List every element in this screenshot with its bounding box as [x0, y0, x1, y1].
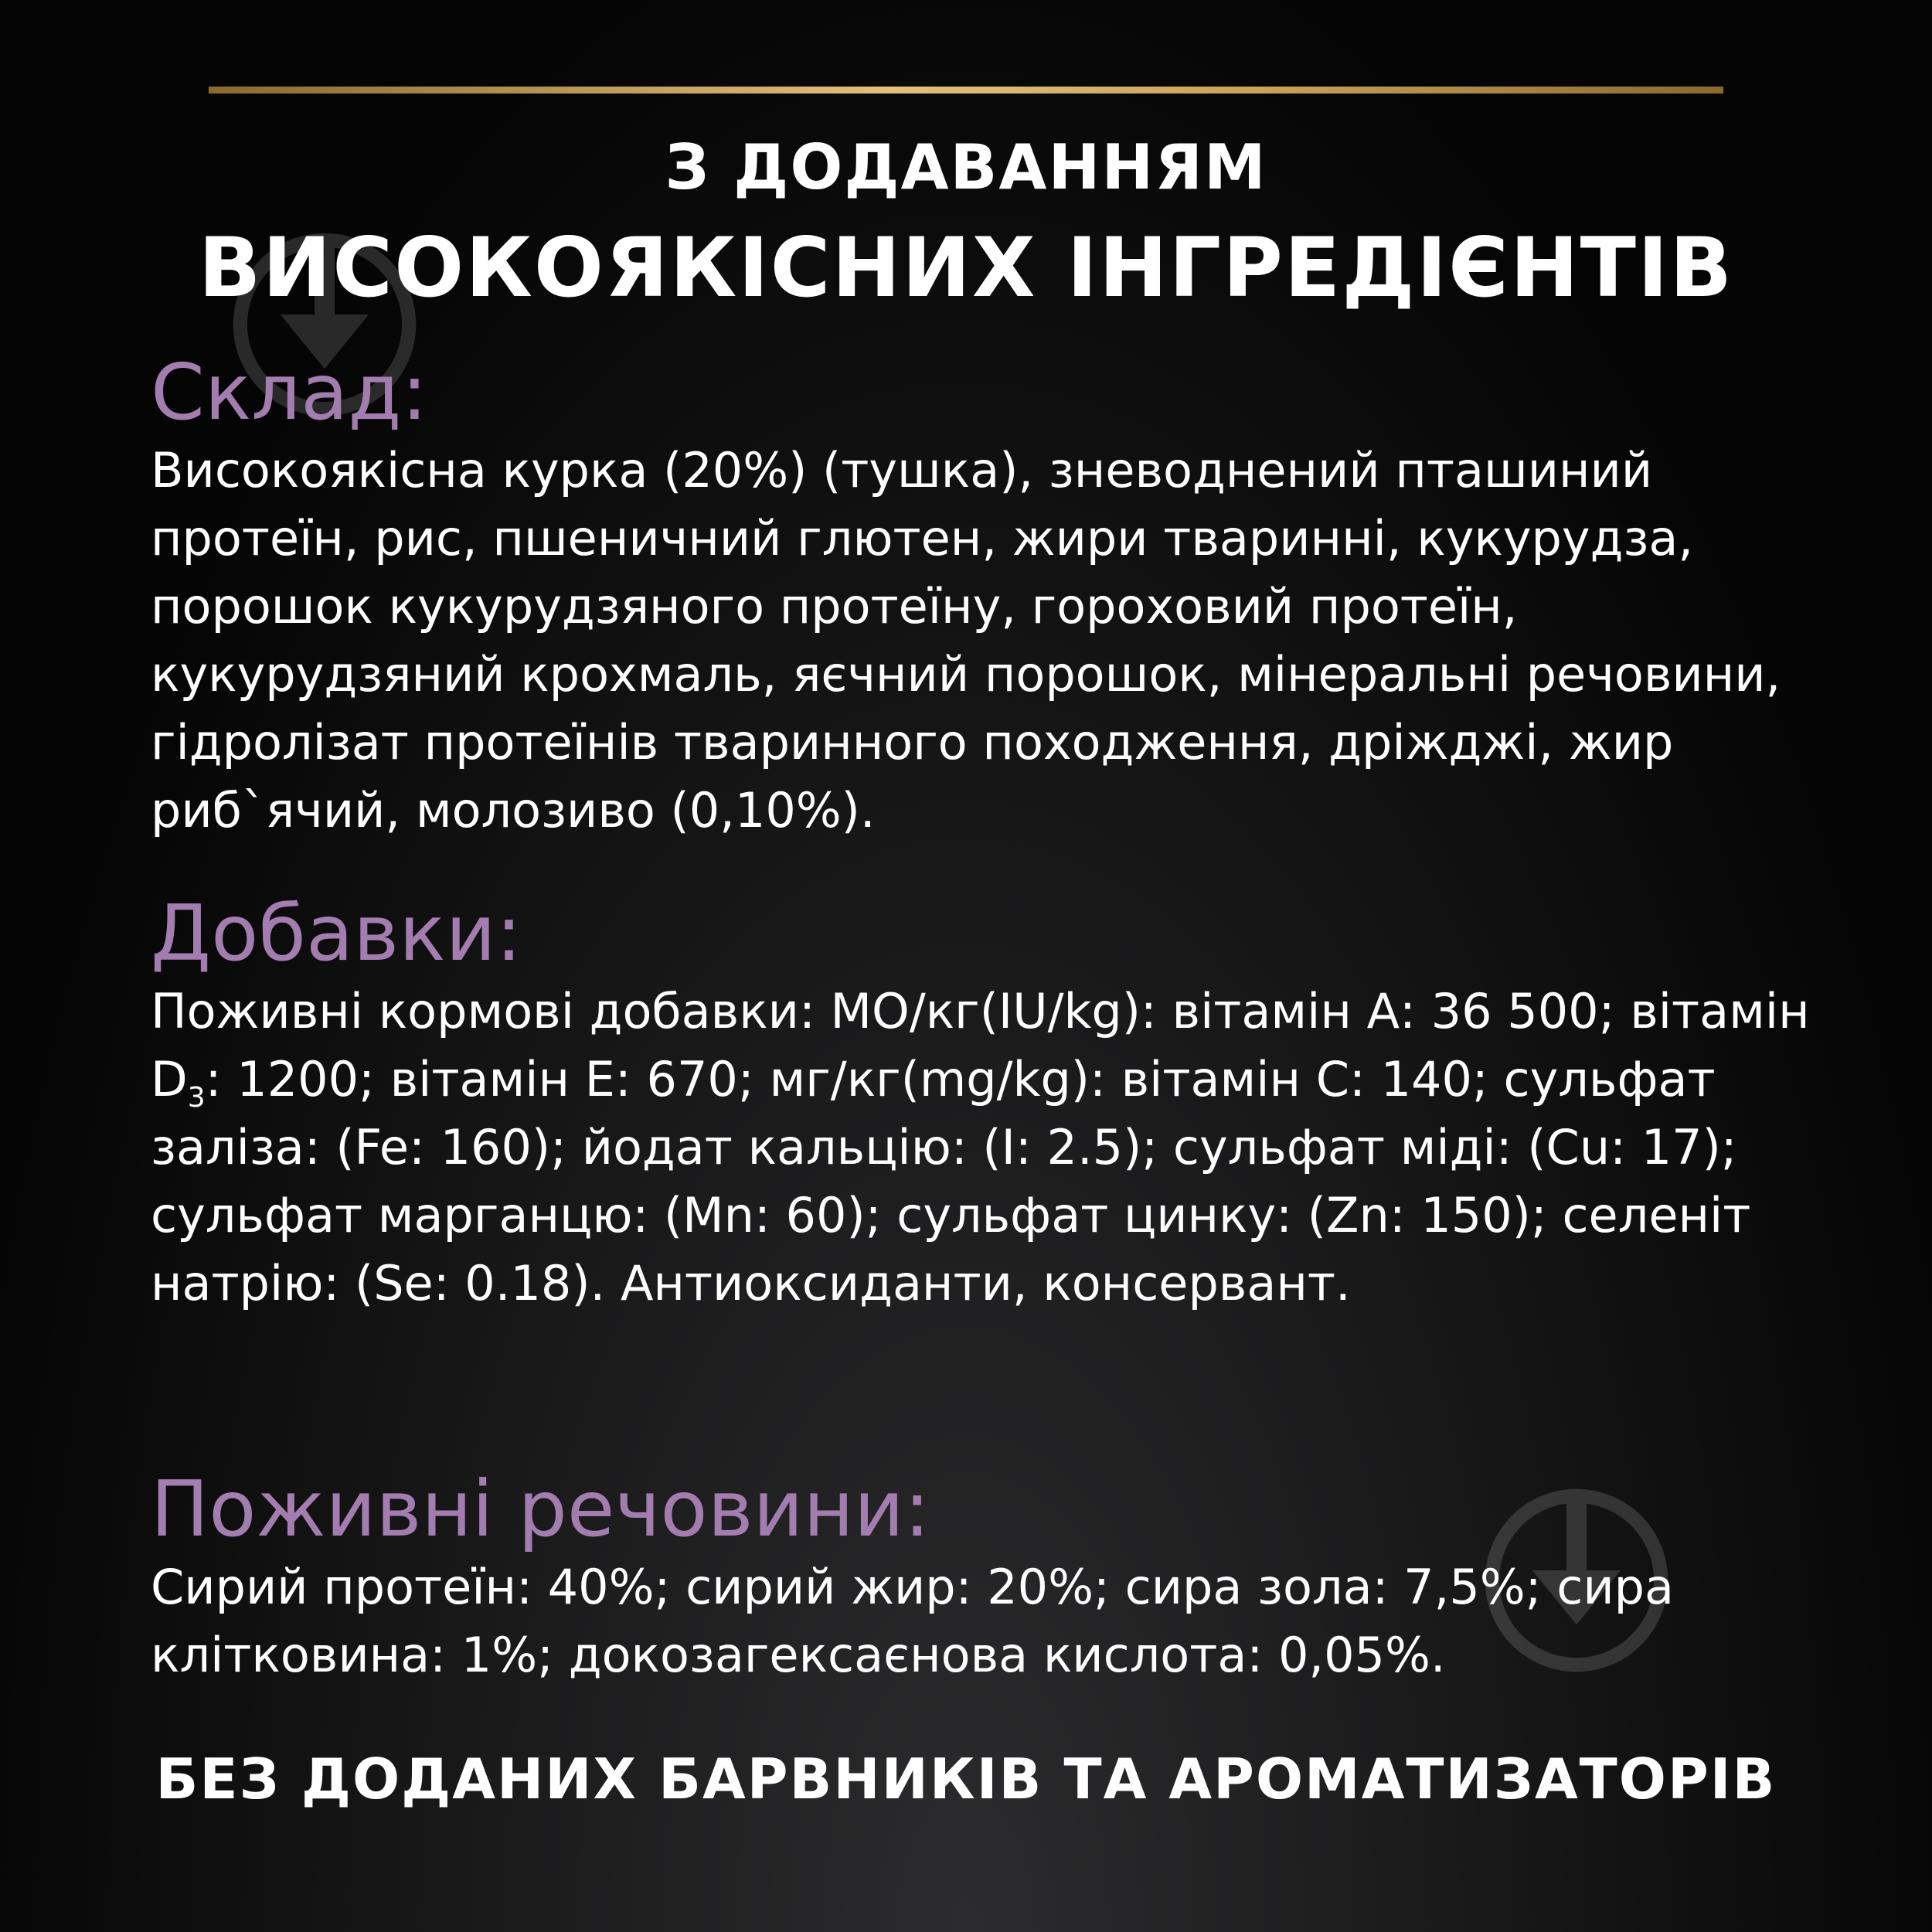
nutrients-title: Поживні речовини: — [151, 1464, 930, 1554]
composition-title: Склад: — [151, 347, 428, 437]
composition-section — [151, 348, 1820, 845]
additives-section — [151, 889, 1820, 1318]
additives-text-part-2: : 1200; вітамін Е: 670; мг/кг(mg/kg): вітамін С: 140; сульфат заліза: (Fe: 160); йодат кальцію: (I: 2.5); сульфат міді: (Cu: 17); сульфат марганцю: (Mn: 60); сульфат цинку: (Zn: 150); селеніт натрію: (Se: 0.18). Антиоксиданти, консервант. — [151, 1051, 1751, 1311]
composition-text: Високоякісна курка (20%) (тушка), зневоднений пташиний протеїн, рис, пшеничний глютен, жири тваринні, кукурудза, порошок кукурудзяного протеїну, гороховий протеїн, кукурудзяний крохмаль, яєчний порошок, мінеральні речовини, гідролізат протеїнів тваринного походження, дріжджі, жир риб`ячий, молозиво (0,10%). — [151, 442, 1781, 838]
footer-note: БЕЗ ДОДАНИХ БАРВНИКІВ ТА АРОМАТИЗАТОРІВ — [155, 1747, 1777, 1811]
nutrients-section — [151, 1464, 1820, 1689]
additives-title: Добавки: — [151, 888, 522, 978]
additives-text-part-1: Поживні кормові добавки: МО/кг(IU/kg): вітамін А: 36 500; вітамін D — [151, 983, 1810, 1107]
gold-divider — [209, 87, 1723, 94]
additives-text — [151, 978, 1820, 1318]
nutrients-text: Сирий протеїн: 40%; сирий жир: 20%; сира зола: 7,5%; сира клітковина: 1%; докозагексаєнова кислота: 0,05%. — [151, 1559, 1675, 1683]
vitamin-d-subscript: 3 — [187, 1082, 206, 1114]
headline-line-1: З ДОДАВАННЯМ — [665, 131, 1267, 203]
headline-line-2: ВИСОКОЯКІСНИХ ІНГРЕДІЄНТІВ — [198, 220, 1734, 315]
